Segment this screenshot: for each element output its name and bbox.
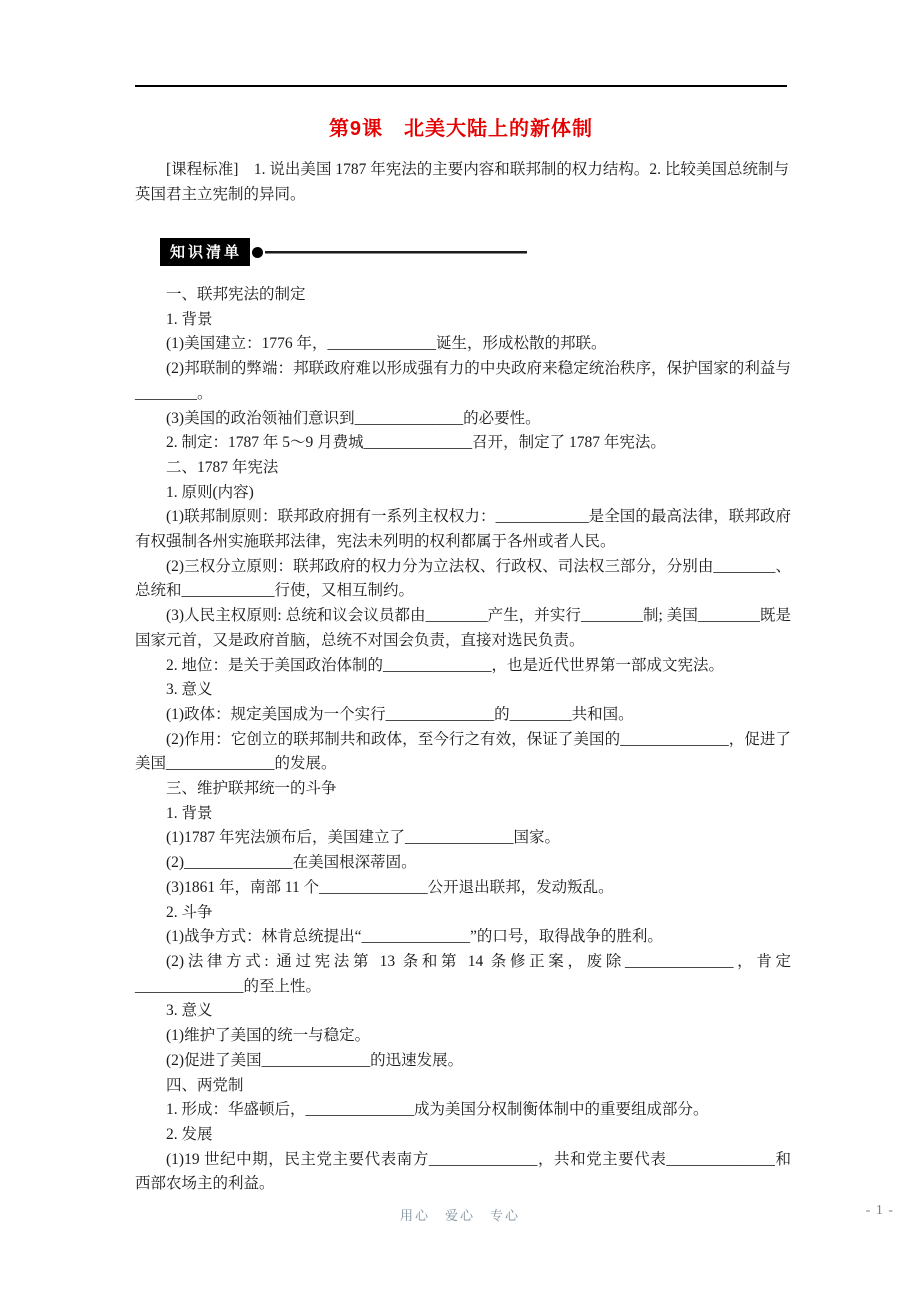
page-title: 第9课 北美大陆上的新体制	[328, 118, 594, 140]
body-paragraph: 1. 原则(内容)	[166, 483, 254, 501]
body-paragraph: 2. 地位：是关于美国政治体制的______________，也是近代世界第一部成文宪法。	[166, 656, 725, 674]
body-paragraph: (2)法律方式: 通过宪法第 13 条和第 14 条修正案，废除______________，肯定______________的至上性。	[135, 952, 791, 995]
body-paragraph: 2. 制定：1787 年 5～9 月费城______________召开，制定了 1787 年宪法。	[166, 434, 666, 452]
body-paragraph: 2. 斗争	[166, 903, 213, 921]
body-paragraph: (2)______________在美国根深蒂固。	[166, 854, 417, 872]
section-badge: 知识清单	[160, 238, 250, 266]
header-divider	[135, 85, 787, 87]
body-paragraph: 一、联邦宪法的制定	[166, 286, 306, 303]
body-paragraph: (3)人民主权原则: 总统和议会议员都由________产生，并实行________制; 美国________既是国家元首，又是政府首脑，总统不对国会负责，直接对选民负责。	[135, 607, 791, 649]
body-paragraph: 3. 意义	[166, 681, 213, 699]
body-paragraph: (2)邦联制的弊端：邦联政府难以形成强有力的中央政府来稳定统治秩序，保护国家的利益与________。	[135, 360, 791, 402]
body-paragraph: 四、两党制	[166, 1076, 244, 1094]
section-underline	[265, 251, 527, 254]
body-paragraph: 三、维护联邦统一的斗争	[166, 780, 337, 798]
body-paragraph: 2. 发展	[166, 1125, 213, 1143]
body-paragraph: (2)促进了美国______________的迅速发展。	[166, 1051, 464, 1069]
body-paragraph: 1. 背景	[166, 804, 213, 822]
body-paragraph: 二、1787 年宪法	[166, 458, 279, 476]
body-paragraph: 1. 背景	[166, 310, 213, 328]
body-paragraph: (1)19 世纪中期，民主党主要代表南方______________，共和党主要代表______________和西部农场主的利益。	[135, 1150, 791, 1193]
body-paragraph: 1. 形成：华盛顿后，______________成为美国分权制衡体制中的重要组成部分。	[166, 1101, 709, 1119]
footer-motto: 用心 爱心 专心	[399, 1208, 520, 1223]
bullet-dot-icon	[252, 247, 263, 258]
body-paragraph: (1)维护了美国的统一与稳定。	[166, 1027, 371, 1045]
body-paragraph: (3)1861 年，南部 11 个______________公开退出联邦，发动叛乱。	[166, 878, 614, 896]
body-paragraph: (2)三权分立原则：联邦政府的权力分为立法权、行政权、司法权三部分，分别由________、总统和____________行使，又相互制约。	[135, 557, 791, 600]
body-paragraph: (1)美国建立：1776 年，______________诞生，形成松散的邦联。	[166, 335, 607, 353]
body-paragraph: (1)联邦制原则：联邦政府拥有一系列主权权力：____________是全国的最高法律，联邦政府有权强制各州实施联邦法律，宪法未列明的权利都属于各州或者人民。	[135, 508, 791, 551]
body-paragraph: 3. 意义	[166, 1002, 213, 1020]
page-number: - 1 -	[865, 1203, 894, 1218]
course-standard-paragraph: [课程标准] 1. 说出美国 1787 年宪法的主要内容和联邦制的权力结构。2. 比较美国总统制与英国君主立宪制的异同。	[135, 161, 789, 203]
body-paragraph: (1)战争方式：林肯总统提出“______________”的口号，取得战争的胜利。	[166, 928, 663, 946]
worksheet-body	[135, 283, 791, 1197]
body-paragraph: (1)政体：规定美国成为一个实行______________的________共和国。	[166, 705, 634, 723]
body-paragraph: (3)美国的政治领袖们意识到______________的必要性。	[166, 409, 541, 427]
section-header	[160, 238, 527, 266]
body-paragraph: (2)作用：它创立的联邦制共和政体，至今行之有效，保证了美国的______________，促进了美国______________的发展。	[135, 730, 791, 773]
body-paragraph: (1)1787 年宪法颁布后，美国建立了______________国家。	[166, 829, 560, 847]
